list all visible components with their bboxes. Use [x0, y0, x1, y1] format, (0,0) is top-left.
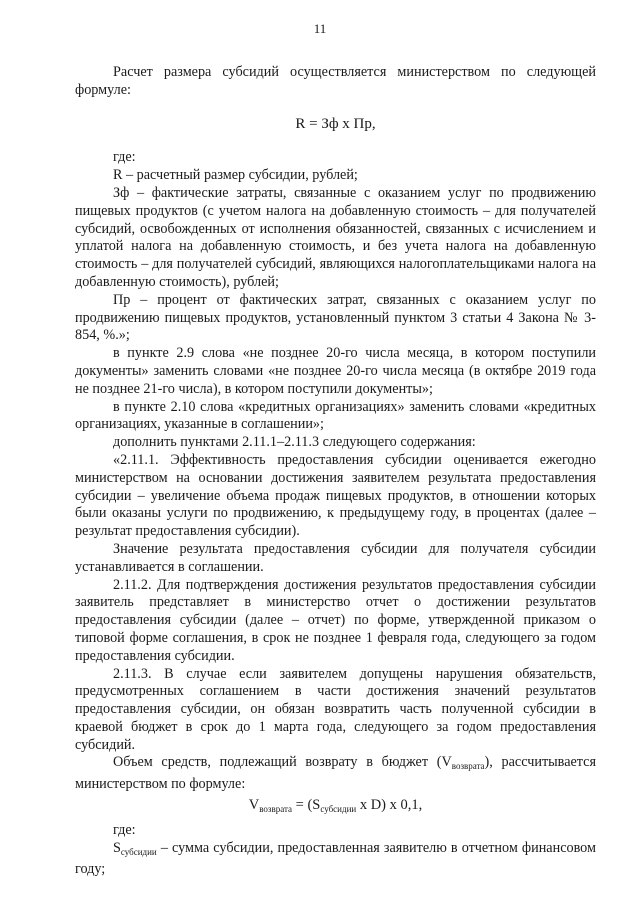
- where-label-2: где:: [113, 821, 136, 838]
- page-number: 11: [313, 21, 327, 36]
- refund-volume-text-b: ), рассчитывается министерством по формуле:: [75, 754, 596, 793]
- paragraph-refund-volume: [75, 754, 596, 794]
- formula-v: V: [248, 797, 260, 814]
- formula-s-subscript: субсидии: [320, 804, 357, 815]
- paragraph-2-9: в пункте 2.9 слова «не позднее 20-го числа месяца, в котором поступили документы» заменить словами «не позднее 20-го числа месяца (в октябре 2019 года не позднее 21-го числа), в котором поступили документы»;: [75, 345, 596, 397]
- paragraph-2-11-2: 2.11.2. Для подтверждения достижения результатов предоставления субсидии заявитель представляет в министерство отчет о достижении результатов предоставления субсидии (далее – отчет) по форме, утвержденной приказом о типовой форме соглашения, в срок не позднее 1 февраля года, следующего за годом предоставления субсидии.: [75, 576, 596, 664]
- definition-r: R – расчетный размер субсидии, рублей;: [113, 167, 358, 184]
- s-symbol: S: [113, 839, 121, 856]
- formula-r: R = Зф x Пр,: [295, 115, 376, 132]
- definition-zf: Зф – фактические затраты, связанные с оказанием услуг по продвижению пищевых продуктов (с учетом налога на добавленную стоимость – для получателей субсидий, освобожденных от исполнения обязанностей, связанных с исчислением и уплатой налога на добавленную стоимость, и без учета налога на добавленную стоимость – для получателей субсидий, являющихся налогоплательщиками налога на добавленную стоимость), рублей;: [75, 184, 596, 290]
- s-subscript: субсидии: [120, 846, 157, 857]
- refund-volume-subscript: возврата: [451, 761, 485, 772]
- paragraph-add-points: дополнить пунктами 2.11.1–2.11.3 следующего содержания:: [113, 434, 476, 451]
- paragraph-2-10: в пункте 2.10 слова «кредитных организациях» заменить словами «кредитных организациях, указанные в соглашении»;: [75, 398, 596, 433]
- paragraph-2-11-3: 2.11.3. В случае если заявителем допущены нарушения обязательств, предусмотренных соглашением в части достижения значений результатов предоставления субсидии, он обязан возвратить часть полученной субсидии в краевой бюджет в срок до 1 марта года, следующего за годом предоставления субсидий.: [75, 665, 596, 753]
- paragraph-calculation-intro: Расчет размера субсидий осуществляется министерством по следующей формуле:: [75, 64, 596, 98]
- paragraph-result-value: Значение результата предоставления субсидии для получателя субсидии устанавливается в соглашении.: [75, 540, 596, 575]
- definition-s: [75, 840, 596, 880]
- formula-refund: [75, 797, 596, 819]
- paragraph-2-11-1: «2.11.1. Эффективность предоставления субсидии оценивается ежегодно министерством на основании достижения заявителем результата предоставления субсидии – увеличение объема продаж пищевых продуктов, в отношении которых были оказаны услуги по продвижению, к предыдущему году, в процентах (далее – результат предоставления субсидии).: [75, 451, 596, 540]
- formula-mid: = (S: [292, 797, 321, 814]
- refund-volume-text-a: Объем средств, подлежащий возврату в бюджет (V: [113, 754, 452, 771]
- definition-pr: Пр – процент от фактических затрат, связанных с оказанием услуг по продвижению пищевых продуктов, установленный пунктом 3 статьи 4 Закона № 3-854, %.»;: [75, 291, 596, 344]
- document-body: [75, 64, 596, 879]
- s-definition-text: – сумма субсидии, предоставленная заявителю в отчетном финансовом году;: [75, 839, 596, 878]
- formula-v-subscript: возврата: [259, 804, 293, 815]
- formula-end: x D) x 0,1,: [356, 797, 423, 814]
- where-label: где:: [113, 149, 136, 166]
